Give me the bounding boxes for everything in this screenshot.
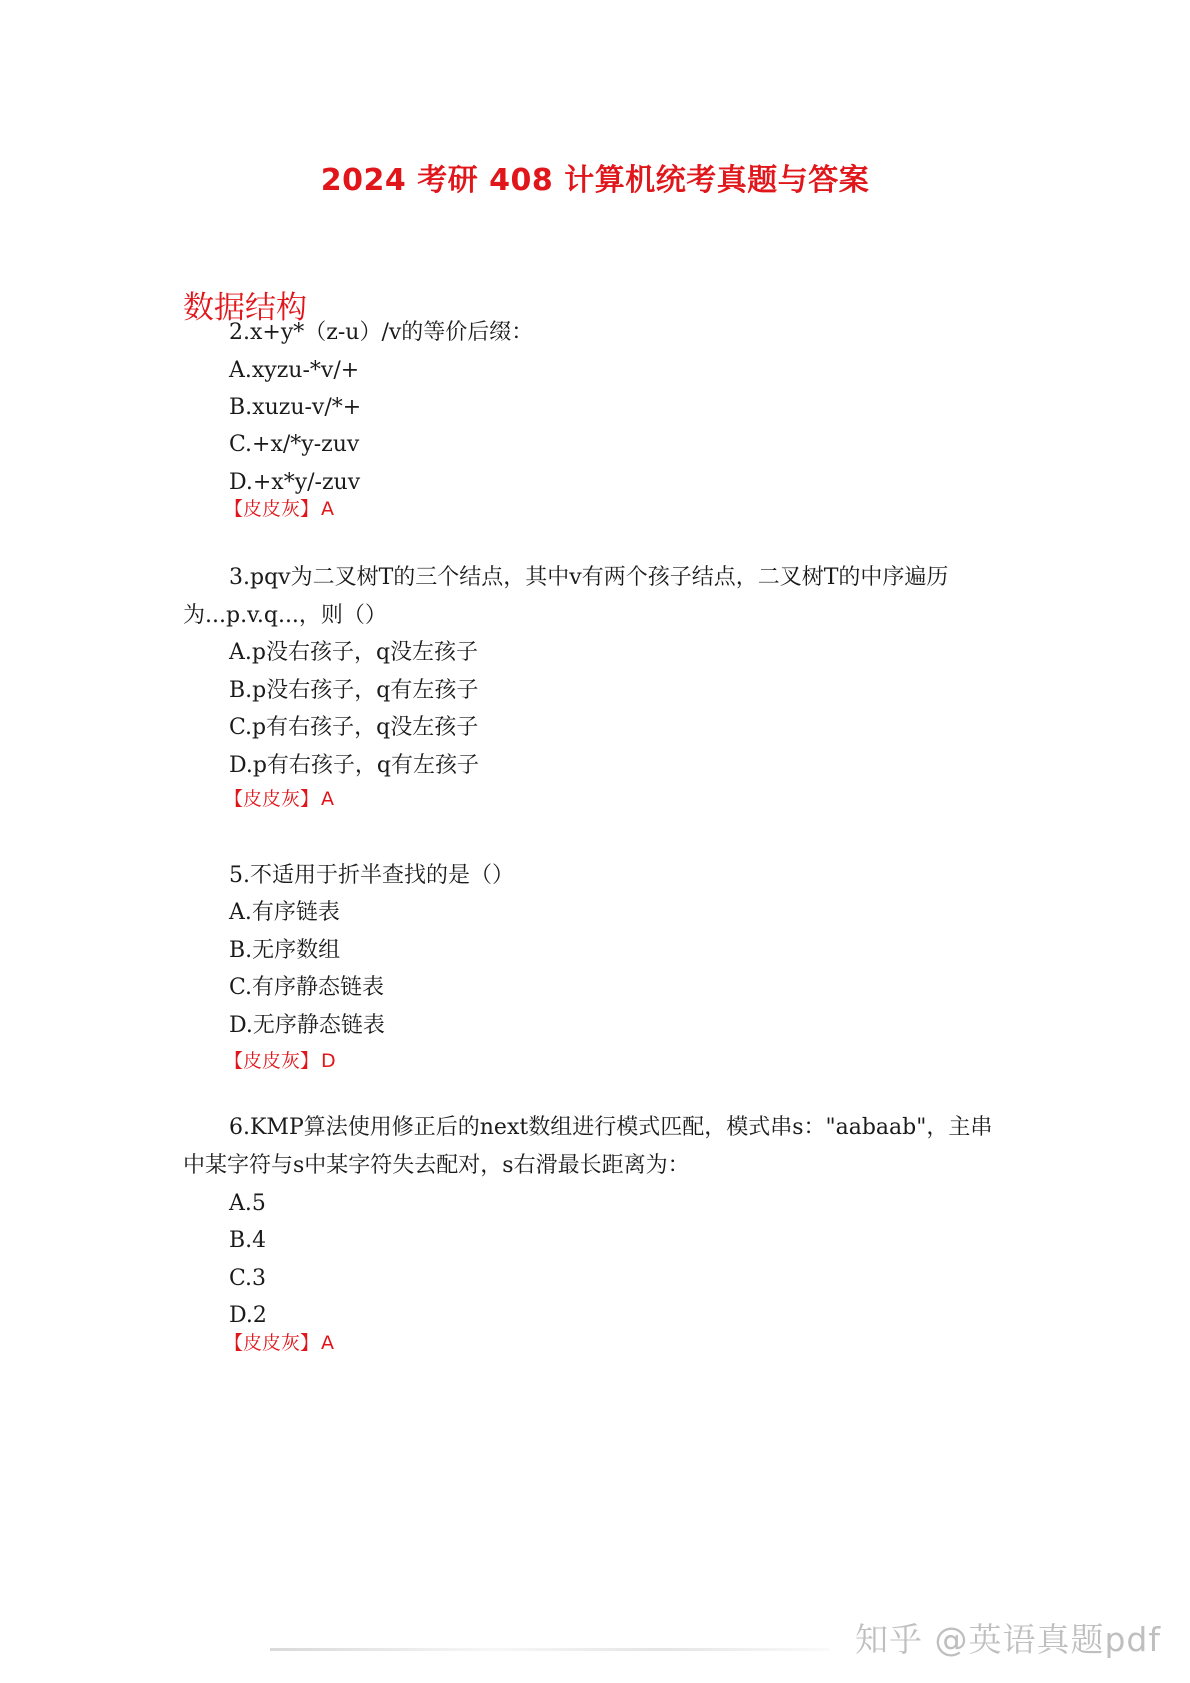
answer-line <box>224 496 334 522</box>
option-b: B.xuzu-v/*+ <box>229 395 362 420</box>
answer-value: A <box>321 788 335 810</box>
question-stem: 6.KMP算法使用修正后的next数组进行模式匹配，模式串s："aabaab"，主串 <box>229 1115 993 1140</box>
question-stem-continued: 中某字符与s中某字符失去配对，s右滑最长距离为： <box>183 1153 690 1178</box>
answer-prefix: 【皮皮灰】 <box>224 788 320 810</box>
option-c: C.p有右孩子，q没左孩子 <box>229 715 479 740</box>
option-c: C.+x/*y-zuv <box>229 432 360 457</box>
option-d: D.+x*y/-zuv <box>229 470 361 495</box>
option-a: A.5 <box>229 1191 266 1216</box>
option-d: D.无序静态链表 <box>229 1013 385 1038</box>
option-b: B.p没右孩子，q有左孩子 <box>229 678 479 703</box>
question-stem: 3.pqv为二叉树T的三个结点，其中v有两个孩子结点，二叉树T的中序遍历 <box>229 565 949 590</box>
answer-value: D <box>321 1050 336 1072</box>
section-heading: 数据结构 <box>183 290 307 326</box>
document-title: 2024 考研 408 计算机统考真题与答案 <box>320 163 870 198</box>
option-a: A.p没右孩子，q没左孩子 <box>229 640 479 665</box>
answer-prefix: 【皮皮灰】 <box>224 1050 320 1072</box>
answer-value: A <box>321 1332 335 1354</box>
option-d: D.p有右孩子，q有左孩子 <box>229 753 480 778</box>
answer-line <box>224 1048 336 1074</box>
question-stem-continued: 为...p.v.q...，则（） <box>183 603 387 628</box>
option-b: B.无序数组 <box>229 938 341 963</box>
option-a: A.xyzu-*v/+ <box>229 358 360 383</box>
scan-artifact <box>270 1648 830 1651</box>
answer-prefix: 【皮皮灰】 <box>224 498 320 520</box>
option-d: D.2 <box>229 1303 267 1328</box>
question-stem: 5.不适用于折半查找的是（） <box>229 863 514 888</box>
option-b: B.4 <box>229 1228 267 1253</box>
option-c: C.有序静态链表 <box>229 975 385 1000</box>
option-c: C.3 <box>229 1266 267 1291</box>
question-stem: 2.x+y*（z-u）/v的等价后缀： <box>229 320 534 345</box>
answer-line <box>224 786 334 812</box>
answer-prefix: 【皮皮灰】 <box>224 1332 320 1354</box>
answer-value: A <box>321 498 335 520</box>
option-a: A.有序链表 <box>229 900 340 925</box>
watermark: 知乎 @英语真题pdf <box>855 1620 1162 1659</box>
answer-line <box>224 1330 334 1356</box>
